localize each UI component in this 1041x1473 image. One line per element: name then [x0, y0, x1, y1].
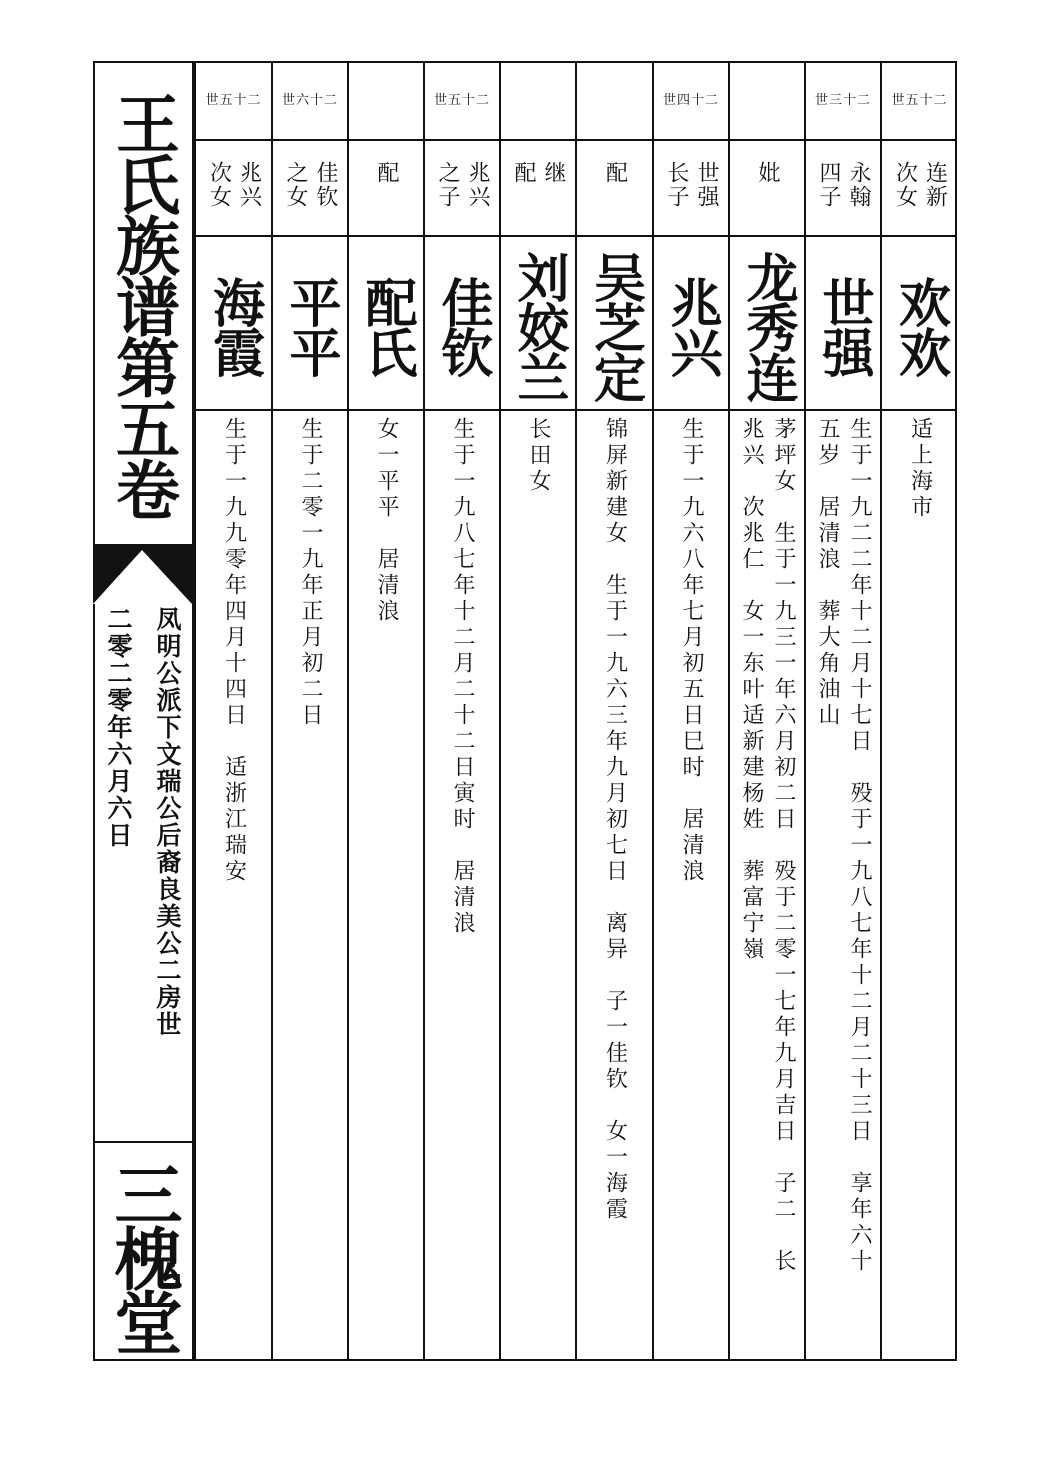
person-column	[423, 61, 499, 1361]
person-bio: 生于一九八七年十二月二十二日寅时 居清浪	[450, 417, 475, 937]
relation-label: 佳钦 之女	[283, 161, 338, 209]
person-name: 刘姣兰	[508, 251, 569, 401]
relation-label: 配	[374, 161, 399, 185]
relation-label: 兆兴 之子	[435, 161, 490, 209]
generation-label: 世五十二	[891, 93, 948, 108]
generation-label: 世四十二	[662, 93, 719, 108]
relation-label: 连新 次女	[892, 161, 948, 209]
book-title: 王氏族谱第五卷	[105, 90, 180, 518]
person-name: 吴芝定	[584, 251, 646, 401]
person-name: 龙秀连	[737, 251, 798, 401]
person-name: 兆兴	[661, 276, 722, 376]
generation-label: 世六十二	[281, 93, 338, 108]
person-name: 海霞	[203, 276, 265, 376]
relation-label: 继 配	[511, 161, 566, 185]
person-column	[804, 61, 880, 1361]
person-column	[271, 61, 347, 1361]
publish-date: 二零二零年六月六日	[104, 606, 133, 849]
person-column	[575, 61, 652, 1361]
chevron-ornament	[93, 544, 192, 604]
person-bio: 生于二零一九年正月初二日	[298, 417, 323, 729]
hall-box	[93, 1141, 192, 1359]
title-spine	[93, 61, 194, 1361]
person-bio: 锦屏新建女 生于一九六三年九月初七日 离异 子一佳钦 女一海霞	[602, 417, 628, 1223]
person-column	[194, 61, 271, 1361]
person-bio: 女一平平 居清浪	[374, 417, 399, 625]
genealogy-grid	[194, 61, 957, 1361]
relation-label: 配	[602, 161, 628, 185]
person-name: 世强	[813, 276, 874, 376]
person-name: 配氏	[356, 276, 417, 376]
hall-name: 三槐堂	[103, 1160, 183, 1352]
person-column	[347, 61, 423, 1361]
relation-label: 永翰 四子	[816, 161, 871, 209]
relation-label: 妣	[755, 161, 780, 185]
person-column	[728, 61, 804, 1361]
lineage-text: 凤明公派下文瑞公后裔良美公二房世	[153, 606, 182, 1038]
generation-label: 世三十二	[814, 93, 871, 108]
person-name: 欢欢	[889, 276, 951, 376]
person-bio: 适上海市	[907, 417, 933, 521]
person-bio: 茅坪女 生于一九三一年六月初二日 殁于二零一七年九月吉日 子二 长 兆兴 次兆仁 女一东叶适新建杨姓 葬富宁嶺	[739, 417, 796, 1275]
person-column	[499, 61, 575, 1361]
relation-label: 世强 长子	[664, 161, 719, 209]
person-column	[880, 61, 957, 1361]
person-bio: 生于一九二二年十二月十七日 殁于一九八七年十二月二十三日 享年六十 五岁 居清浪 葬大角油山	[815, 417, 872, 1275]
person-column	[652, 61, 728, 1361]
relation-label: 兆兴 次女	[206, 161, 262, 209]
person-bio: 生于一九六八年七月初五日巳时 居清浪	[679, 417, 704, 885]
person-bio: 长田女	[526, 417, 551, 495]
generation-label: 世五十二	[433, 93, 490, 108]
generation-label: 世五十二	[205, 93, 262, 108]
person-name: 平平	[280, 276, 341, 376]
person-name: 佳钦	[432, 276, 493, 376]
person-bio: 生于一九九零年四月十四日 适浙江瑞安	[221, 417, 247, 885]
